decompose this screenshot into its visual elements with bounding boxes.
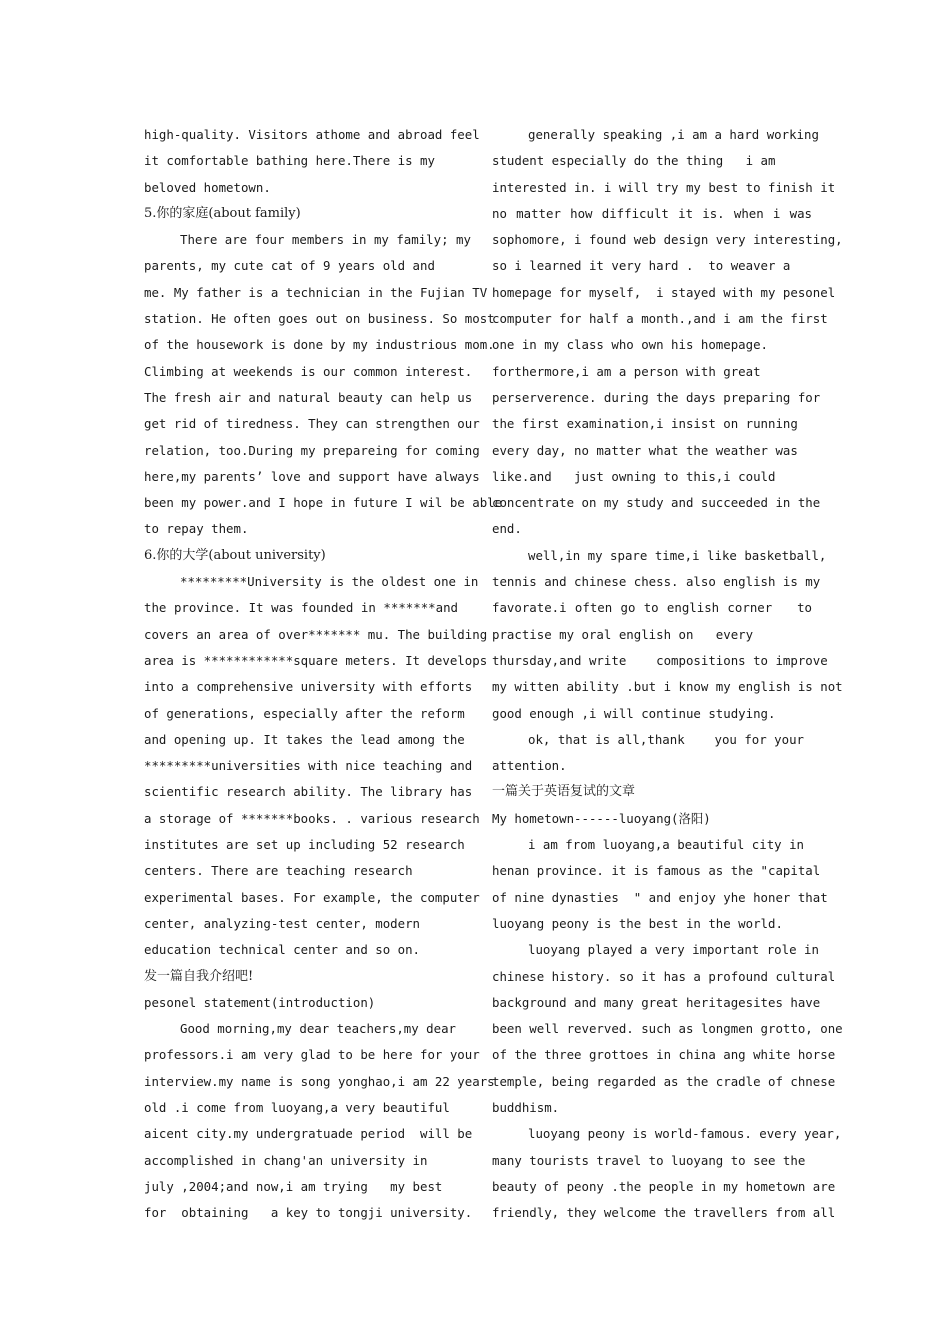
text-line: into a comprehensive university with efforts [144,679,473,695]
text-line: computer for half a month.,and i am the first [492,311,828,327]
text-line: me. My father is a technician in the Fujian TV [144,284,488,300]
text-line: of the three grottoes in china ang white horse [492,1047,836,1063]
text-line: the first examination,i insist on running [492,416,798,432]
text-line: my witten ability .but i know my english is not [492,679,843,695]
left-text-column [144,122,503,1226]
text-line: favorate.i often go to english corner to [492,600,812,616]
section-heading: 一篇关于英语复试的文章 [492,784,636,800]
text-line: attention. [492,758,567,774]
text-line: interested in. i will try my best to finish it [492,179,836,195]
text-line: The fresh air and natural beauty can help us [144,389,473,405]
text-line: education technical center and so on. [144,942,421,958]
text-line: henan province. it is famous as the "capital [492,863,821,879]
text-line: old .i come from luoyang,a very beautiful [144,1099,450,1115]
text-line: been my power.and I hope in future I wil be able [144,495,503,511]
text-line: accomplished in chang'an university in [144,1152,428,1168]
text-line: many tourists travel to luoyang to see the [492,1152,806,1168]
text-line: beauty of peony .the people in my hometown are [492,1178,836,1194]
text-line: beloved hometown. [144,179,271,195]
text-line: pesonel statement(introduction) [144,994,376,1010]
text-line: forthermore,i am a person with great [492,363,761,379]
text-line: scientific research ability. The library has [144,784,473,800]
text-line: i am from luoyang,a beautiful city in [528,837,805,853]
section-heading: 发一篇自我介绍吧! [144,968,254,984]
text-line: sophomore, i found web design very interesting, [492,232,843,248]
text-line: to repay them. [144,521,249,537]
text-line: institutes are set up including 52 research [144,837,465,853]
text-line: ok, that is all,thank you for your [528,731,805,747]
section-heading: 5.你的家庭(about family) [144,205,301,221]
text-line: high-quality. Visitors athome and abroad feel [144,127,480,142]
text-line: temple, being regarded as the cradle of chnese [492,1073,836,1089]
text-line: There are four members in my family; my [180,232,471,248]
text-line: interview.my name is song yonghao,i am 22 years [144,1073,495,1089]
text-line: like.and just owning to this,i could [492,468,776,484]
text-line: well,in my spare time,i like basketball, [528,547,827,563]
text-line: of generations, especially after the reform [144,705,465,721]
text-line: Climbing at weekends is our common interest. [144,363,473,379]
text-line: buddhism. [492,1099,560,1115]
text-line: tennis and chinese chess. also english is my [492,574,821,590]
text-line: area is ************square meters. It develops [144,652,488,668]
text-line: student especially do the thing i am [492,153,776,169]
right-text-column [492,122,843,1226]
text-line: station. He often goes out on business. So most [144,311,495,327]
section-heading: 6.你的大学(about university) [144,547,326,563]
text-line: july ,2004;and now,i am trying my best [144,1178,443,1194]
text-line: luoyang peony is the best in the world. [492,915,783,931]
text-line: concentrate on my study and succeeded in the [492,495,821,511]
text-line: professors.i am very glad to be here for your [144,1047,480,1063]
text-line: generally speaking ,i am a hard working [528,127,819,142]
text-line: Good morning,my dear teachers,my dear [180,1021,457,1037]
text-line: one in my class who own his homepage. [492,337,769,353]
text-line: luoyang played a very important role in [528,942,819,958]
text-line: *********University is the oldest one in [180,574,479,590]
text-line: every day, no matter what the weather was [492,442,798,458]
text-line: of nine dynasties " and enjoy yhe honer that [492,889,828,905]
text-line: practise my oral english on every [492,626,754,642]
text-line: of the housework is done by my industrious mom. [144,337,495,353]
text-line: background and many great heritagesites have [492,994,821,1010]
text-line: centers. There are teaching research [144,863,413,879]
text-line: for obtaining a key to tongji university. [144,1205,473,1221]
text-line: end. [492,521,522,537]
text-line: no matter how difficult it is. when i was [492,205,812,221]
text-line: been well reverved. such as longmen grotto, one [492,1021,843,1037]
text-line: friendly, they welcome the travellers from all [492,1205,836,1221]
text-line: it comfortable bathing here.There is my [144,153,435,169]
text-line: covers an area of over******* mu. The building [144,626,488,642]
text-line: experimental bases. For example, the computer [144,889,480,905]
text-line: and opening up. It takes the lead among the [144,731,465,747]
text-line: luoyang peony is world-famous. every year, [528,1126,842,1142]
text-line: parents, my cute cat of 9 years old and [144,258,435,274]
text-line: aicent city.my undergratuade period will be [144,1126,473,1142]
text-line: good enough ,i will continue studying. [492,705,776,721]
text-line: thursday,and write compositions to improve [492,652,828,668]
text-line: chinese history. so it has a profound cultural [492,968,836,984]
text-line: center, analyzing-test center, modern [144,915,421,931]
text-line: perserverence. during the days preparing for [492,389,821,405]
text-line: *********universities with nice teaching and [144,758,473,774]
text-line: so i learned it very hard . to weaver a [492,258,791,274]
text-line: get rid of tiredness. They can strengthen our [144,416,480,432]
text-line: here,my parents’ love and support have always [144,468,480,484]
text-line: a storage of *******books. . various research [144,810,480,826]
text-line: relation, too.During my prepareing for coming [144,442,480,458]
text-line: My hometown------luoyang(洛阳) [492,810,711,826]
text-line: the province. It was founded in *******and [144,600,458,616]
text-line: homepage for myself, i stayed with my pesonel [492,284,836,300]
